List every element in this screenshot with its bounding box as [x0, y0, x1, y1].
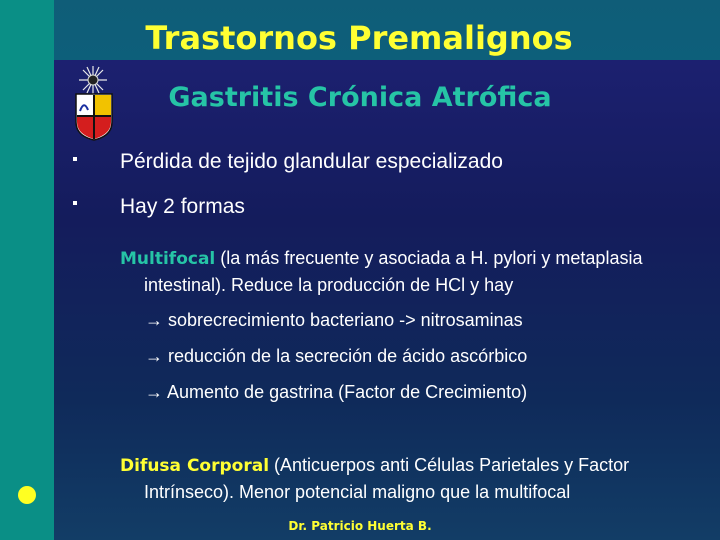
multifocal-text-line1: (la más frecuente y asociada a H. pylori y metaplasia	[215, 248, 643, 268]
consequence-item: → reducción de la secreción de ácido ascórbico	[145, 346, 528, 366]
difusa-label: Difusa Corporal	[120, 456, 270, 476]
slide-subtitle: Gastritis Crónica Atrófica	[168, 82, 552, 113]
multifocal-text-line2: intestinal). Reduce la producción de HCl y hay	[144, 275, 514, 295]
author-footer: Dr. Patricio Huerta B.	[288, 519, 432, 533]
left-accent-strip	[0, 0, 54, 540]
consequence-item: → Aumento de gastrina (Factor de Crecimiento)	[145, 382, 528, 402]
difusa-text-line2: Intrínseco). Menor potencial maligno que la multifocal	[144, 482, 571, 502]
bullet-marker	[73, 201, 77, 205]
multifocal-paragraph	[120, 245, 705, 298]
difusa-paragraph	[120, 452, 705, 505]
bullet-item: Hay 2 formas	[120, 195, 245, 218]
bullet-marker	[73, 157, 77, 161]
slide-title: Trastornos Premalignos	[145, 19, 573, 57]
decorative-dot	[18, 486, 36, 504]
multifocal-label: Multifocal	[120, 249, 216, 269]
bullet-item: Pérdida de tejido glandular especializado	[120, 150, 503, 173]
consequence-item: → sobrecrecimiento bacteriano -> nitrosaminas	[145, 310, 523, 330]
difusa-text-line1: (Anticuerpos anti Células Parietales y Factor	[269, 455, 630, 475]
university-crest-icon	[68, 64, 118, 142]
